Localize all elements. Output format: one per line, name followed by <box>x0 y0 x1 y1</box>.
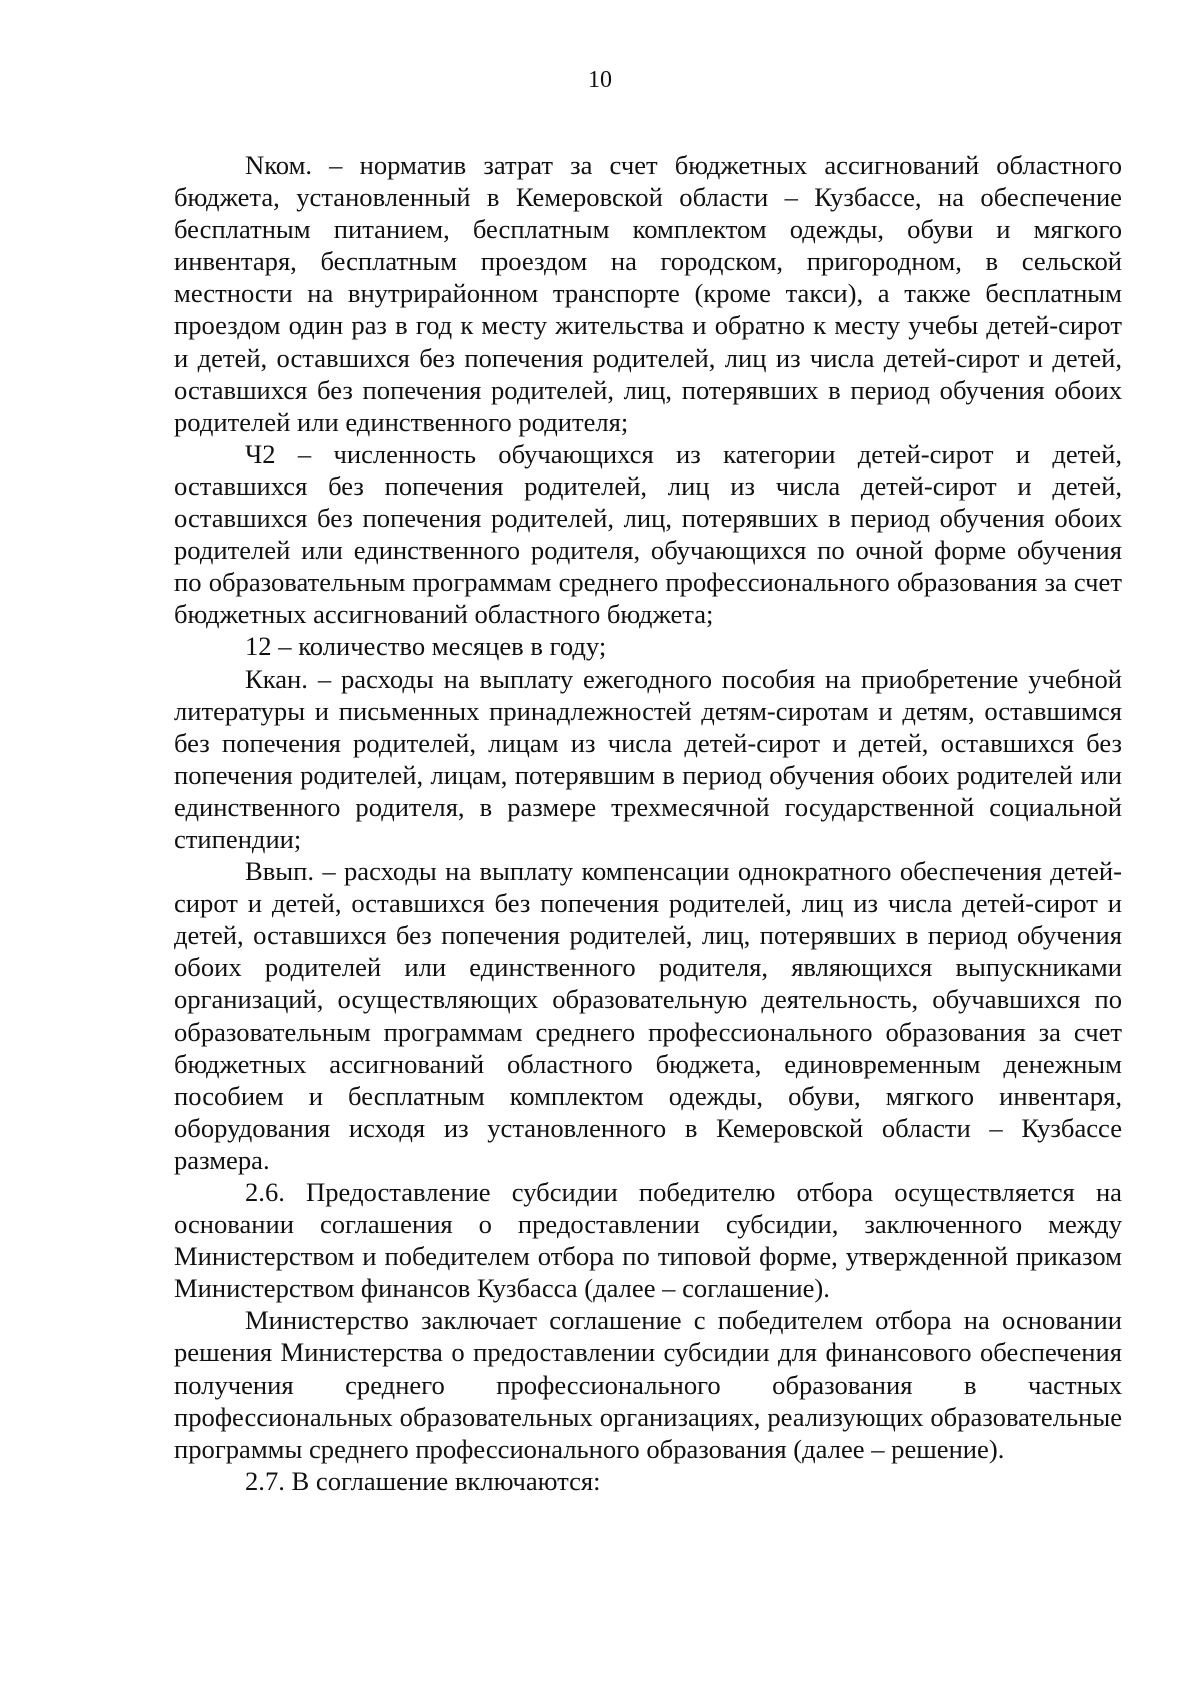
paragraph-nkom: Nком. – норматив затрат за счет бюджетных ассигнований областного бюджета, установленный в Кемеровской области – Кузбассе, на обеспечение бесплатным питанием, бесплатным комплектом одежды, обуви и мягкого инвентаря, бесплатным проездом на городском, пригородном, в сельской местности на внутрирайонном транспорте (кроме такси), а также бесплатным проездом один раз в год к месту жительства и обратно к месту учебы детей-сирот и детей, оставшихся без попечения родителей, лиц из числа детей-сирот и детей, оставшихся без попечения родителей, лиц, потерявших в период обучения обоих родителей или единственного родителя; <box>174 150 1122 437</box>
page-number: 10 <box>588 67 612 93</box>
paragraph-2-6: 2.6. Предоставление субсидии победителю отбора осуществляется на основании соглашения о предоставлении субсидии, заключенного между Министерством и победителем отбора по типовой форме, утвержденной приказом Министерством финансов Кузбасса (далее – соглашение). <box>174 1177 1122 1304</box>
paragraph-vvyp: Ввып. – расходы на выплату компенсации однократного обеспечения детей-сирот и детей, оставшихся без попечения родителей, лиц из числа детей-сирот и детей, оставшихся без попечения родителей, лиц, потерявших в период обучения обоих родителей или единственного родителя, являющихся выпускниками организаций, осуществляющих образовательную деятельность, обучавшихся по образовательным программам среднего профессионального образования за счет бюджетных ассигнований областного бюджета, единовременным денежным пособием и бесплатным комплектом одежды, обуви, мягкого инвентаря, оборудования исходя из установленного в Кемеровской области – Кузбассе размера. <box>174 856 1122 1175</box>
paragraph-ch2: Ч2 – численность обучающихся из категории детей-сирот и детей, оставшихся без попечения родителей, лиц из числа детей-сирот и детей, оставшихся без попечения родителей, лиц, потерявших в период обучения обоих родителей или единственного родителя, обучающихся по очной форме обучения по образовательным программам среднего профессионального образования за счет бюджетных ассигнований областного бюджета; <box>174 438 1122 630</box>
paragraph-ministry-agreement: Министерство заключает соглашение с победителем отбора на основании решения Министерства о предоставлении субсидии для финансового обеспечения получения среднего профессионального образования в частных профессиональных образовательных организациях, реализующих образовательные программы среднего профессионального образования (далее – решение). <box>174 1305 1122 1464</box>
paragraph-12-months: 12 – количество месяцев в году; <box>245 631 607 662</box>
document-body <box>174 149 1122 1497</box>
paragraph-2-7: 2.7. В соглашение включаются: <box>245 1465 601 1496</box>
paragraph-kkan: Ккан. – расходы на выплату ежегодного пособия на приобретение учебной литературы и письменных принадлежностей детям-сиротам и детям, оставшимся без попечения родителей, лицам из числа детей-сирот и детей, оставшихся без попечения родителей, лицам, потерявшим в период обучения обоих родителей или единственного родителя, в размере трехмесячной государственной социальной стипендии; <box>174 663 1122 854</box>
